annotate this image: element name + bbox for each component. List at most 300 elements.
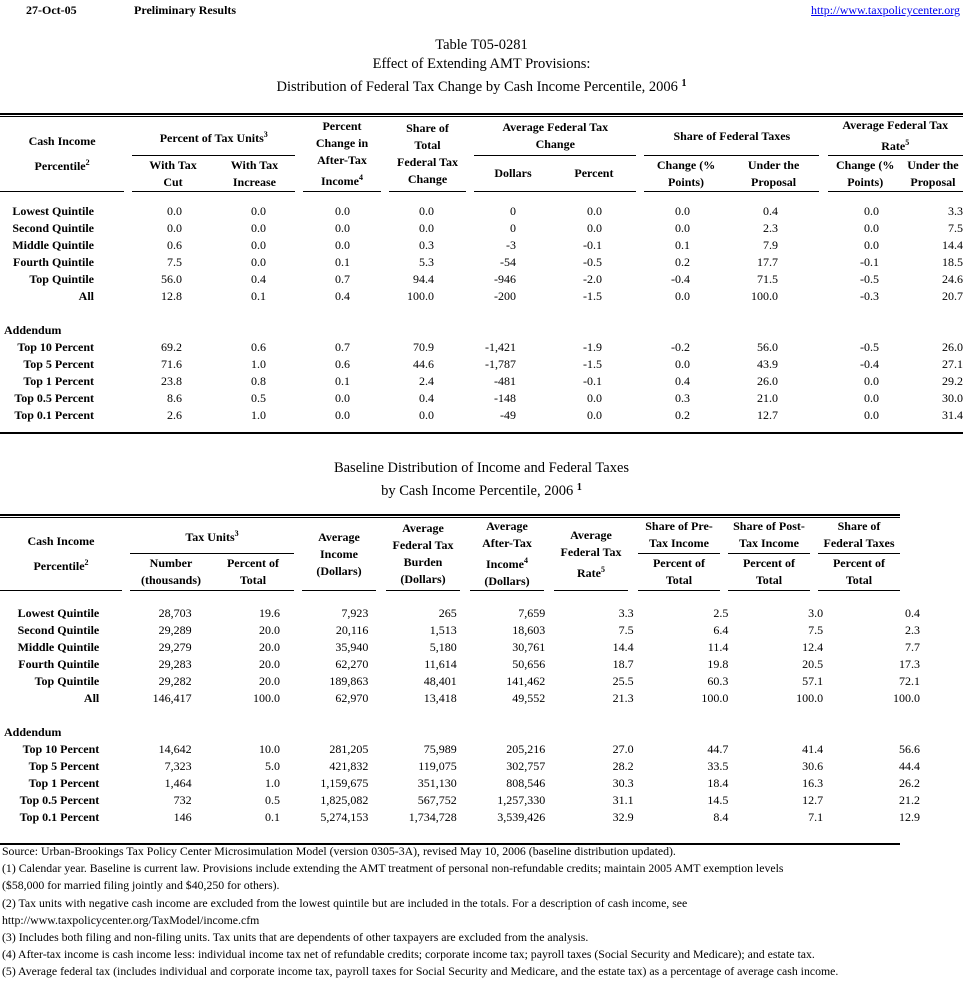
table-cell: 7.9 — [763, 238, 778, 252]
table-cell: 62,970 — [335, 691, 369, 705]
col-header-percent-tax-units: Percent of Tax Units$^3$ — [132, 117, 295, 156]
table-cell: 70.9 — [413, 340, 434, 354]
table-row — [0, 390, 963, 407]
table-cell: 7,923 — [341, 606, 369, 620]
report-date: 27-Oct-05 — [26, 3, 77, 17]
table-cell: 32.9 — [612, 810, 634, 824]
table-cell: 8.4 — [713, 810, 729, 824]
col-header-share-pre-tax-income: Share of Pre- Tax Income — [638, 518, 720, 553]
table-cell: 21.3 — [612, 691, 634, 705]
table-cell: 0.0 — [864, 238, 879, 252]
table-cell: 28,703 — [158, 606, 192, 620]
table-cell: -0.1 — [583, 374, 602, 388]
table-cell: 146 — [173, 810, 192, 824]
footnote-line: (3) Includes both filing and non-filing units. Tax units that are dependents of other taxpayers are excluded from the analysis. — [2, 930, 589, 945]
table-cell: 0.0 — [335, 391, 350, 405]
row-label: Top 0.1 Percent — [19, 810, 100, 824]
table-cell: 18.7 — [612, 657, 634, 671]
table-cell: 0.0 — [419, 204, 434, 218]
table-cell: 0.4 — [763, 204, 778, 218]
table-cell: 75,989 — [423, 742, 457, 756]
table-cell: 25.5 — [612, 674, 634, 688]
table-cell: 27.1 — [942, 357, 963, 371]
table-cell: 19.6 — [258, 606, 280, 620]
table-row — [0, 203, 963, 220]
table2-title-line1: Baseline Distribution of Income and Federal Taxes — [333, 460, 630, 476]
table-cell: -3 — [506, 238, 516, 252]
table-row — [0, 673, 920, 690]
table-cell: 0.1 — [335, 374, 350, 388]
table-cell: 0.2 — [675, 408, 690, 422]
table-cell: 43.9 — [757, 357, 778, 371]
table-cell: 20.5 — [802, 657, 824, 671]
row-label: Top 0.1 Percent — [14, 408, 94, 422]
table-cell: 2.4 — [419, 374, 434, 388]
table-row — [0, 605, 920, 622]
table-cell: 12.7 — [757, 408, 778, 422]
table-cell: 2.3 — [905, 623, 920, 637]
col-header-cash-income-percentile: Cash Income Percentile$^2$ — [0, 117, 124, 192]
table-cell: 14.4 — [612, 640, 634, 654]
table-cell: 44.7 — [707, 742, 729, 756]
table-cell: 0.0 — [251, 255, 266, 269]
table-row — [0, 741, 920, 758]
table-cell: 26.2 — [899, 776, 920, 790]
table-cell: 0.7 — [335, 340, 350, 354]
table-cell: 7,659 — [518, 606, 546, 620]
table-cell: 5.3 — [419, 255, 434, 269]
table-cell: 146,417 — [152, 691, 192, 705]
table-cell: 3.3 — [948, 204, 963, 218]
table-cell: 0.0 — [675, 204, 690, 218]
table-cell: -0.1 — [860, 255, 879, 269]
table-cell: -200 — [494, 289, 516, 303]
table-cell: 29,289 — [158, 623, 192, 637]
col-header-pre-tax-percent-of-total: Percent of Total — [638, 553, 720, 590]
table-cell: 189,863 — [329, 674, 369, 688]
table-cell: 0 — [510, 204, 516, 218]
table-row — [0, 373, 963, 390]
table-cell: 41.4 — [802, 742, 824, 756]
table-cell: -481 — [494, 374, 516, 388]
table-cell: 0.4 — [419, 391, 434, 405]
table-cell: 302,757 — [506, 759, 546, 773]
table-cell: 14.4 — [942, 238, 963, 252]
table1-bottom-rule — [0, 432, 963, 434]
row-label: Top 5 Percent — [23, 357, 94, 371]
table-cell: 732 — [173, 793, 192, 807]
col-header-dollars: Dollars — [474, 156, 551, 192]
table-cell: 18.4 — [707, 776, 729, 790]
table-cell: 0.5 — [251, 391, 266, 405]
table-cell: 0.1 — [675, 238, 690, 252]
table-cell: 0.0 — [335, 408, 350, 422]
table-cell: 1,257,330 — [497, 793, 546, 807]
table-row — [0, 220, 963, 237]
table-cell: 1,825,082 — [320, 793, 369, 807]
table-cell: 20.0 — [258, 674, 280, 688]
table-cell: 20.0 — [258, 640, 280, 654]
row-label: Top 10 Percent — [17, 340, 94, 354]
table-cell: 13,418 — [423, 691, 457, 705]
row-label: Top 5 Percent — [28, 759, 100, 773]
col-header-under-proposal: Under the Proposal — [728, 156, 820, 192]
table-cell: 27.0 — [612, 742, 634, 756]
col-header-rate-change-pct-points: Change (% Points) — [828, 156, 903, 192]
table-cell: 0.0 — [167, 221, 182, 235]
table-cell: 141,462 — [506, 674, 546, 688]
table-cell: 0.4 — [905, 606, 920, 620]
col-header-with-tax-cut: With Tax Cut — [132, 156, 213, 192]
footnote-line: (4) After-tax income is cash income less: individual income tax net of refundable credits; corporate income tax; payroll taxes (Social Security and Medicare); and estate tax. — [2, 947, 815, 962]
table-cell: 119,075 — [418, 759, 457, 773]
table-cell: -0.3 — [860, 289, 879, 303]
table-cell: 12.4 — [802, 640, 824, 654]
table-cell: 16.3 — [802, 776, 824, 790]
table-cell: 1,159,675 — [320, 776, 369, 790]
table-cell: 20.0 — [258, 657, 280, 671]
table-cell: 0.0 — [587, 221, 602, 235]
table-cell: 0.1 — [335, 255, 350, 269]
table-cell: 18.5 — [942, 255, 963, 269]
table-cell: 100.0 — [407, 289, 434, 303]
col-header-share-federal-taxes: Share of Federal Taxes — [818, 518, 900, 553]
table-cell: 7.5 — [808, 623, 824, 637]
table2-header — [0, 518, 900, 591]
table-cell: 0.0 — [587, 391, 602, 405]
table-cell: -49 — [500, 408, 516, 422]
col-header-average-income: Average Income (Dollars) — [302, 518, 376, 591]
table-cell: 3.0 — [808, 606, 824, 620]
row-label: Top 10 Percent — [22, 742, 100, 756]
table-cell: 28.2 — [612, 759, 634, 773]
table-cell: 0.6 — [335, 357, 350, 371]
table-cell: 50,656 — [512, 657, 546, 671]
table1-id: Table T05-0281 — [435, 37, 528, 53]
table-cell: 56.0 — [161, 272, 182, 286]
table2-body — [0, 605, 920, 826]
table-cell: 421,832 — [329, 759, 369, 773]
table-cell: 0.6 — [251, 340, 266, 354]
table-cell: 56.0 — [757, 340, 778, 354]
table-cell: 0.4 — [335, 289, 350, 303]
table-cell: 33.5 — [707, 759, 729, 773]
row-label: Middle Quintile — [17, 640, 100, 654]
table-cell: 0.2 — [675, 255, 690, 269]
table-cell: 0.0 — [419, 408, 434, 422]
table-cell: 14,642 — [158, 742, 192, 756]
table-cell: 0.0 — [587, 408, 602, 422]
table-cell: 8.6 — [167, 391, 182, 405]
footnote-line: Source: Urban-Brookings Tax Policy Center Microsimulation Model (version 0305-3A), revised May 10, 2006 (baseline distribution updated). — [2, 844, 676, 858]
table-cell: 0.0 — [251, 238, 266, 252]
table-cell: -0.5 — [860, 340, 879, 354]
row-label: Top 0.5 Percent — [14, 391, 94, 405]
col-header-fed-taxes-percent-of-total: Percent of Total — [818, 553, 900, 590]
table-cell: 0.0 — [864, 391, 879, 405]
table-row — [0, 254, 963, 271]
row-label: Lowest Quintile — [17, 606, 100, 620]
table-cell: 7.1 — [808, 810, 824, 824]
footnote-line: (2) Tax units with negative cash income are excluded from the lowest quintile but are included in the totals. For a description of cash income, see — [2, 895, 688, 910]
table-cell: 5.0 — [264, 759, 280, 773]
table1-subtitle-2: Distribution of Federal Tax Change by Cash Income Percentile, 2006 $^1$ — [276, 78, 687, 95]
row-label: Fourth Quintile — [18, 657, 100, 671]
table-cell: 20.7 — [942, 289, 963, 303]
table-cell: 31.1 — [612, 793, 634, 807]
row-label: Top 1 Percent — [23, 374, 94, 388]
table-cell: 7.5 — [948, 221, 963, 235]
table-cell: 10.0 — [258, 742, 280, 756]
table-cell: -0.1 — [583, 238, 602, 252]
table-cell: 29,279 — [158, 640, 192, 654]
table-cell: 17.7 — [757, 255, 778, 269]
footnote-line: (5) Average federal tax (includes individual and corporate income tax, payroll taxes for Social Security and Medicare, and the estate tax) as a percentage of average cash income. — [2, 964, 839, 979]
row-label: Top 1 Percent — [28, 776, 100, 790]
footnote-line: http://www.taxpolicycenter.org/TaxModel/income.cfm — [2, 912, 260, 927]
table-row — [0, 237, 963, 254]
table-cell: -0.2 — [671, 340, 690, 354]
table-cell: 2.5 — [713, 606, 729, 620]
table-cell: 30.3 — [612, 776, 634, 790]
table2-addendum-label: Addendum — [4, 725, 62, 739]
table-cell: 100.0 — [252, 691, 280, 705]
table-cell: 0.0 — [587, 204, 602, 218]
table-cell: 20,116 — [335, 623, 369, 637]
table-cell: 26.0 — [942, 340, 963, 354]
table-row — [0, 656, 920, 673]
table-cell: 100.0 — [893, 691, 920, 705]
table-row — [0, 639, 920, 656]
table1-subtitle: Effect of Extending AMT Provisions: — [372, 56, 591, 72]
table-cell: 0.5 — [264, 793, 280, 807]
col-header-percent: Percent — [552, 156, 637, 192]
table-cell: 0.0 — [864, 408, 879, 422]
table-cell: 1,464 — [164, 776, 192, 790]
table-cell: 12.8 — [161, 289, 182, 303]
table-cell: 0.3 — [419, 238, 434, 252]
table-cell: 0.6 — [167, 238, 182, 252]
table1-title — [0, 36, 963, 97]
table-cell: 23.8 — [161, 374, 182, 388]
table-cell: -0.4 — [671, 272, 690, 286]
table-row — [0, 690, 920, 707]
table-cell: 11,614 — [424, 657, 457, 671]
table-cell: 20.0 — [258, 623, 280, 637]
table-cell: 0.0 — [864, 374, 879, 388]
table-cell: 0.7 — [335, 272, 350, 286]
col-header-post-tax-percent-of-total: Percent of Total — [728, 553, 810, 590]
table-cell: 0.0 — [167, 204, 182, 218]
table-cell: 3,539,426 — [497, 810, 546, 824]
row-label: Second Quintile — [17, 623, 100, 637]
table-cell: 44.4 — [899, 759, 920, 773]
table-cell: -1,421 — [485, 340, 516, 354]
col-header-average-after-tax-income: Average After-Tax Income$^4$ (Dollars) — [470, 518, 544, 591]
table-cell: 0.1 — [264, 810, 280, 824]
table-cell: 808,546 — [506, 776, 546, 790]
table-cell: 0.0 — [335, 204, 350, 218]
table-cell: 100.0 — [701, 691, 729, 705]
table-cell: 17.3 — [899, 657, 920, 671]
col-header-tax-units: Tax Units$^3$ — [130, 518, 294, 553]
table-cell: 69.2 — [161, 340, 182, 354]
table-cell: 0.4 — [251, 272, 266, 286]
table-row — [0, 809, 920, 826]
table-cell: -2.0 — [583, 272, 602, 286]
table-cell: 44.6 — [413, 357, 434, 371]
table-cell: -148 — [494, 391, 516, 405]
table-row — [0, 407, 963, 424]
table2-title-line2: by Cash Income Percentile, 2006 $^1$ — [381, 482, 582, 499]
table-cell: 11.4 — [707, 640, 729, 654]
table1-body — [0, 203, 963, 424]
table-row — [0, 792, 920, 809]
table-row — [0, 339, 963, 356]
table-cell: 18,603 — [512, 623, 546, 637]
table-cell: 1,513 — [429, 623, 457, 637]
table-cell: 19.8 — [707, 657, 729, 671]
table-cell: -946 — [494, 272, 516, 286]
table-cell: 62,270 — [335, 657, 369, 671]
table-cell: 0.0 — [675, 289, 690, 303]
table-cell: 0.0 — [251, 204, 266, 218]
page-header — [0, 3, 963, 19]
row-label: All — [83, 691, 100, 705]
table-cell: 29,283 — [158, 657, 192, 671]
table-cell: 72.1 — [899, 674, 920, 688]
col-header-average-federal-tax-change: Average Federal Tax Change — [474, 117, 636, 156]
table-row — [0, 288, 963, 305]
table-cell: 94.4 — [413, 272, 434, 286]
col-header-average-federal-tax-rate: Average Federal Tax Rate$^5$ — [554, 518, 628, 591]
table-cell: 0.0 — [675, 357, 690, 371]
website-link[interactable]: http://www.taxpolicycenter.org — [811, 3, 960, 17]
table-cell: 12.7 — [802, 793, 824, 807]
table2-title — [0, 459, 963, 501]
col-header-average-federal-tax-rate: Average Federal Tax Rate$^5$ — [828, 117, 963, 156]
table-cell: 60.3 — [707, 674, 729, 688]
table-cell: 71.5 — [757, 272, 778, 286]
table-cell: 0.1 — [251, 289, 266, 303]
table-cell: 0.0 — [675, 221, 690, 235]
table-cell: 0.8 — [251, 374, 266, 388]
col-header-percent-change-after-tax-income: Percent Change in After-Tax Income$^4$ — [303, 117, 380, 192]
table-cell: 12.9 — [899, 810, 920, 824]
col-header-cash-income-percentile: Cash Income Percentile$^2$ — [0, 518, 122, 591]
table-cell: 30,761 — [512, 640, 546, 654]
col-header-change-pct-points: Change (% Points) — [644, 156, 727, 192]
table-cell: -1.5 — [583, 357, 602, 371]
table-cell: -1,787 — [485, 357, 516, 371]
table-cell: 5,180 — [429, 640, 457, 654]
row-label: Lowest Quintile — [12, 204, 94, 218]
table-cell: 3.3 — [618, 606, 634, 620]
table-cell: 100.0 — [796, 691, 824, 705]
table-cell: 5,274,153 — [320, 810, 369, 824]
table-cell: 567,752 — [417, 793, 457, 807]
row-label: All — [78, 289, 94, 303]
table-cell: 21.0 — [757, 391, 778, 405]
table-cell: -54 — [500, 255, 516, 269]
table-cell: 21.2 — [899, 793, 920, 807]
table-cell: 7.7 — [905, 640, 920, 654]
table-cell: 24.6 — [942, 272, 963, 286]
table-cell: 26.0 — [757, 374, 778, 388]
table-cell: 205,216 — [506, 742, 546, 756]
table-cell: 29,282 — [158, 674, 192, 688]
table-cell: 30.6 — [802, 759, 824, 773]
row-label: Top Quintile — [34, 674, 100, 688]
table-cell: 14.5 — [707, 793, 729, 807]
col-header-number-thousands: Number (thousands) — [130, 553, 212, 590]
table-cell: 35,940 — [335, 640, 369, 654]
table-cell: 7.5 — [167, 255, 182, 269]
col-header-share-total-federal-tax-change: Share of Total Federal Tax Change — [389, 117, 466, 192]
col-header-percent-of-total: Percent of Total — [212, 553, 294, 590]
table1-addendum-label: Addendum — [4, 323, 62, 337]
col-header-rate-under-proposal: Under the Proposal — [903, 156, 963, 192]
row-label: Top 0.5 Percent — [19, 793, 100, 807]
col-header-with-tax-increase: With Tax Increase — [214, 156, 295, 192]
table-cell: 29.2 — [942, 374, 963, 388]
table-cell: 6.4 — [713, 623, 729, 637]
col-header-share-post-tax-income: Share of Post- Tax Income — [728, 518, 810, 553]
table-cell: 57.1 — [802, 674, 824, 688]
footnote-line: (1) Calendar year. Baseline is current law. Provisions include extending the AMT treatment of personal non-refundable credits; maintain 2005 AMT exemption levels — [2, 861, 784, 876]
table-row — [0, 758, 920, 775]
table-cell: 100.0 — [751, 289, 778, 303]
table-cell: 0.0 — [335, 238, 350, 252]
table-cell: 1.0 — [264, 776, 280, 790]
table-cell: 7.5 — [618, 623, 634, 637]
table-row — [0, 622, 920, 639]
table-cell: 351,130 — [417, 776, 457, 790]
table-cell: 0 — [510, 221, 516, 235]
table-cell: -0.5 — [860, 272, 879, 286]
table-cell: 48,401 — [423, 674, 457, 688]
footnote-line: ($58,000 for married filing jointly and $40,250 for others). — [2, 878, 280, 893]
table-cell: -1.9 — [583, 340, 602, 354]
row-label: Middle Quintile — [12, 238, 94, 252]
table-cell: 265 — [438, 606, 457, 620]
table-cell: 281,205 — [329, 742, 369, 756]
row-label: Top Quintile — [29, 272, 94, 286]
table-cell: -0.4 — [860, 357, 879, 371]
table-cell: 0.0 — [864, 204, 879, 218]
table-cell: 2.3 — [763, 221, 778, 235]
table-cell: 0.0 — [864, 221, 879, 235]
report-status: Preliminary Results — [134, 3, 237, 17]
table-row — [0, 775, 920, 792]
table-cell: 0.0 — [251, 221, 266, 235]
table-row — [0, 271, 963, 288]
table-cell: 71.6 — [161, 357, 182, 371]
table-cell: 0.4 — [675, 374, 690, 388]
table-cell: 2.6 — [167, 408, 182, 422]
col-header-average-federal-tax-burden: Average Federal Tax Burden (Dollars) — [386, 518, 460, 591]
table-cell: -0.5 — [583, 255, 602, 269]
table-cell: 7,323 — [164, 759, 192, 773]
table1-header — [0, 117, 963, 192]
table-cell: 56.6 — [899, 742, 920, 756]
table-cell: 1.0 — [251, 408, 266, 422]
table-cell: 0.0 — [419, 221, 434, 235]
table-cell: 31.4 — [942, 408, 963, 422]
row-label: Second Quintile — [12, 221, 94, 235]
table-cell: 30.0 — [942, 391, 963, 405]
col-header-share-federal-taxes: Share of Federal Taxes — [644, 117, 819, 156]
